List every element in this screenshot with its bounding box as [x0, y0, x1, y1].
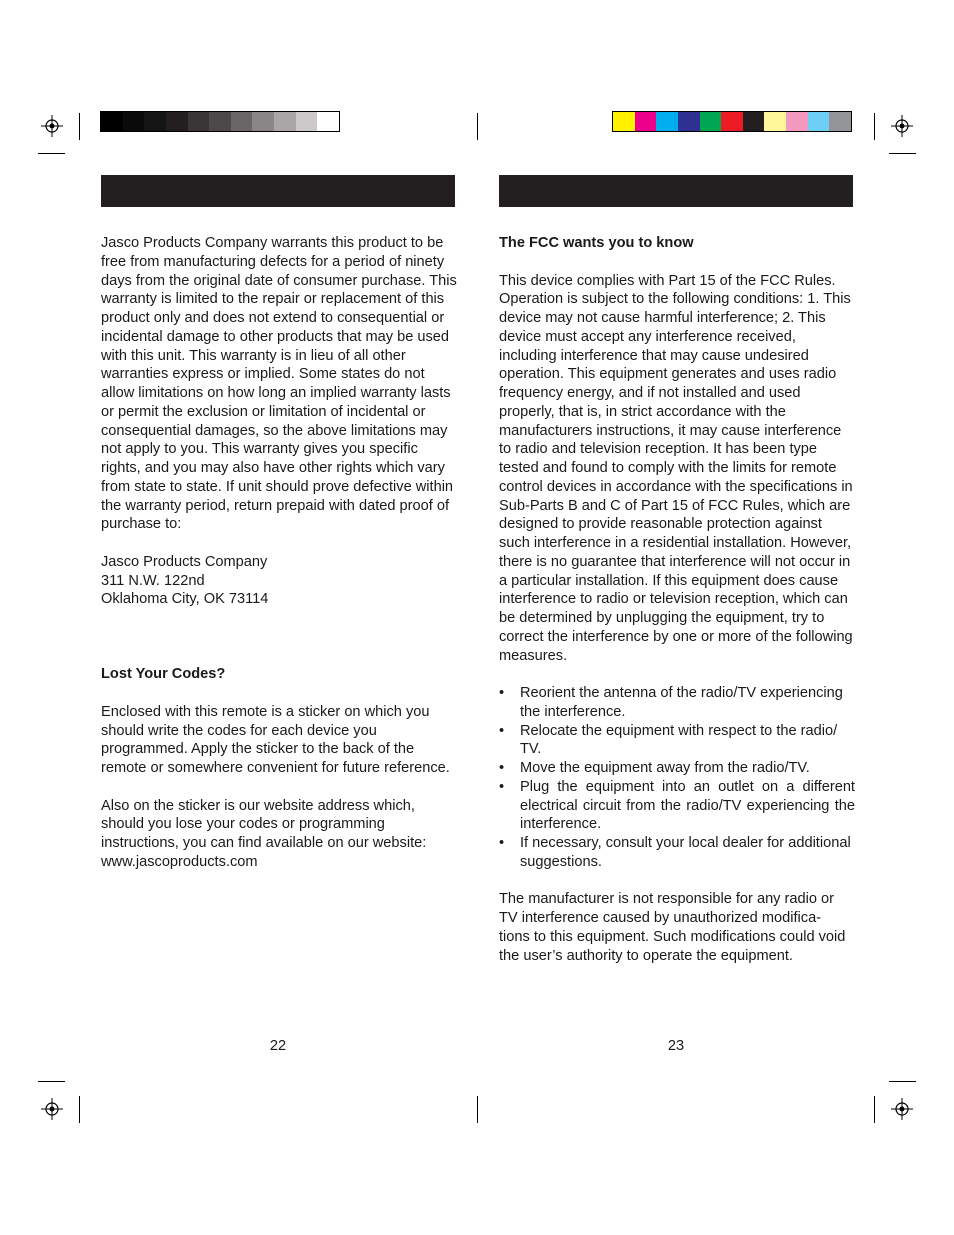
color-swatch — [786, 112, 808, 131]
warranty-text: Jasco Products Company warrants this product to be free from manufacturing defects for a period of ninety days from the original date of consumer purchase. This warranty is limited to the repair or replacement of this product only and does not extend to consequential or incidental damage to other products that may be used with this unit. This warranty is in lieu of all other warranties express or implied. Some states do not allow limitations on how long an implied warranty lasts or permit the exclusion or limitation of incidental or consequential damages, so the above limitations may not apply to you. This warranty gives you specific rights, and you may also have other rights which vary from state to state. If unit should prove defective within the warranty period, return prepaid with dated proof of purchase to: — [101, 235, 457, 533]
color-swatch — [209, 112, 231, 131]
color-swatch — [296, 112, 318, 131]
codes-paragraph: Enclosed with this remote is a sticker on which you should write the codes for each device you programmed. Apply the sticker to the back of the remote or somewhere convenient for future reference. — [101, 703, 450, 776]
registration-mark-icon — [891, 115, 913, 137]
right-header-bar — [499, 175, 853, 207]
crop-mark — [38, 153, 65, 154]
bullet: • — [499, 760, 505, 776]
address-line: Jasco Products Company — [101, 553, 268, 570]
list-item: • If necessary, consult your local dealer for additional suggestions. — [499, 835, 851, 870]
color-swatch — [656, 112, 678, 131]
color-swatch — [166, 112, 188, 131]
color-swatch — [678, 112, 700, 131]
crop-mark — [874, 113, 875, 140]
color-swatch — [700, 112, 722, 131]
color-swatch — [613, 112, 635, 131]
bullet: • — [499, 835, 505, 851]
color-swatch — [274, 112, 296, 131]
address-line: 311 N.W. 122nd — [101, 572, 205, 589]
closing-paragraph: The manufacturer is not responsible for any radio or TV interference caused by unauthorized modifica- tions to this equipment. Such modifications could void the user’s authority to operate the equipment. — [499, 891, 846, 964]
crop-mark — [79, 1096, 80, 1123]
left-column — [101, 234, 457, 872]
registration-mark-icon — [891, 1098, 913, 1120]
color-swatch — [829, 112, 851, 131]
crop-mark — [889, 1081, 916, 1082]
list-item: • Relocate the equipment with respect to the radio/ TV. — [499, 722, 838, 758]
grayscale-calibration-strip — [100, 111, 340, 132]
color-swatch — [123, 112, 145, 131]
color-swatch — [721, 112, 743, 131]
codes-paragraph: Also on the sticker is our website address which, should you lose your codes or programming instructions, you can find available on our website: www.jascoproducts.com — [101, 797, 427, 870]
color-swatch — [635, 112, 657, 131]
color-swatch — [252, 112, 274, 131]
fcc-paragraph: This device complies with Part 15 of the FCC Rules. Operation is subject to the following conditions: 1. This device may not cause harmful interference; 2. This device must accept any interference received, including interference that may cause undesired operation. This equipment generates and uses radio frequency energy, and if not installed and used properly, that is, in strict accordance with the manufacturers instructions, it may cause interference to radio and television reception. It has been type tested and found to comply with the limits for remote control devices in accordance with the specifications in Sub-Parts B and C of Part 15 of FCC Rules, which are designed to provide reasonable protection against such interference in a residential installation. However, there is no guarantee that interference will not occur in a particular installation. If this equipment does cause interference to radio or television reception, which can be determined by unplugging the equipment, try to correct the interference by one or more of the following measures. — [499, 272, 853, 664]
crop-mark — [38, 1081, 65, 1082]
list-item: • Plug the equipment into an outlet on a different electrical circuit from the radio/TV experiencing the interference. — [499, 778, 855, 833]
crop-mark — [79, 113, 80, 140]
crop-mark — [889, 153, 916, 154]
crop-mark — [477, 1096, 478, 1123]
right-column — [499, 234, 855, 965]
color-swatch — [743, 112, 765, 131]
page-number-right: 23 — [667, 1038, 685, 1054]
color-swatch — [101, 112, 123, 131]
fcc-heading: The FCC wants you to know — [499, 235, 694, 251]
list-item: • Reorient the antenna of the radio/TV experiencing the interference. — [499, 685, 843, 720]
bullet: • — [499, 778, 505, 795]
bullet: • — [499, 685, 505, 701]
registration-mark-icon — [41, 115, 63, 137]
list-item: • Move the equipment away from the radio/TV. — [499, 760, 810, 776]
page-number-left: 22 — [269, 1038, 287, 1054]
bullet: • — [499, 722, 505, 739]
color-swatch — [144, 112, 166, 131]
color-calibration-strip — [612, 111, 852, 132]
crop-mark — [874, 1096, 875, 1123]
codes-heading: Lost Your Codes? — [101, 666, 226, 683]
left-header-bar — [101, 175, 455, 207]
address-line: Oklahoma City, OK 73114 — [101, 591, 269, 608]
color-swatch — [231, 112, 253, 131]
color-swatch — [188, 112, 210, 131]
color-swatch — [317, 112, 339, 131]
color-swatch — [808, 112, 830, 131]
fcc-measures-list — [499, 684, 855, 872]
color-swatch — [764, 112, 786, 131]
crop-mark — [477, 113, 478, 140]
registration-mark-icon — [41, 1098, 63, 1120]
